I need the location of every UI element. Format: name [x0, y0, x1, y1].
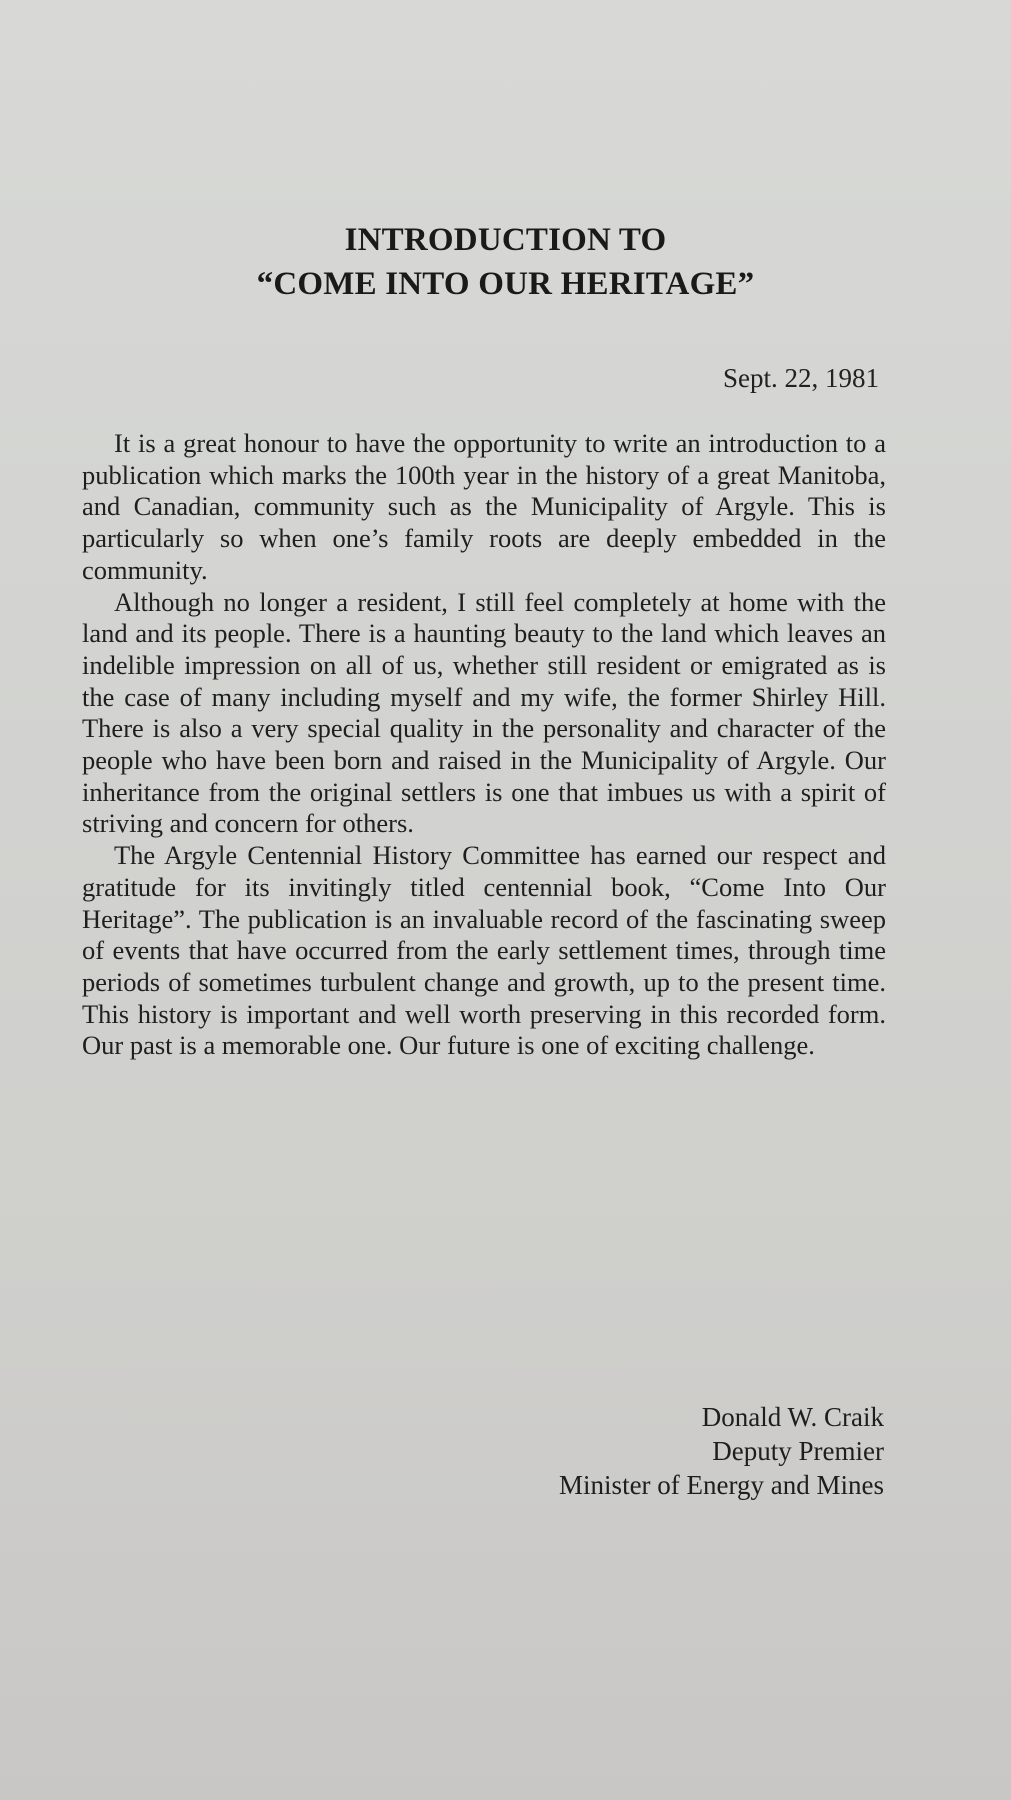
paragraph-2: Although no longer a resident, I still feel completely at home with the land and its people. There is a haunting beauty to the land which leaves an indelible impression on all of us, whether still resident or emigrated as is the case of many including myself and my wife, the former Shirley Hill. There is also a very special quality in the personality and character of the people who have been born and raised in the Municipality of Argyle. Our inheritance from the original settlers is one that imbues us with a spirit of striving and concern for others.	[82, 586, 886, 839]
title-line-2: “COME INTO OUR HERITAGE”	[256, 266, 755, 302]
signature-block	[559, 1400, 884, 1502]
signature-title-2: Minister of Energy and Mines	[559, 1470, 884, 1500]
letter-body	[82, 428, 886, 1062]
page-title	[0, 218, 1011, 306]
signature-title-1: Deputy Premier	[712, 1436, 884, 1466]
letter-date: Sept. 22, 1981	[722, 363, 879, 393]
title-line-1: INTRODUCTION TO	[344, 222, 667, 258]
paragraph-3: The Argyle Centennial History Committee has earned our respect and gratitude for its invitingly titled centennial book, “Come Into Our Heritage”. The publication is an invaluable record of the fascinating sweep of events that have occurred from the early settlement times, through time periods of sometimes turbulent change and growth, up to the present time. This history is important and well worth preserving in this recorded form. Our past is a memorable one. Our future is one of exciting challenge.	[82, 840, 886, 1061]
paragraph-1: It is a great honour to have the opportunity to write an introduction to a publication which marks the 100th year in the history of a great Manitoba, and Canadian, community such as the Municipality of Argyle. This is particularly so when one’s family roots are deeply embedded in the community.	[82, 428, 886, 585]
signature-name: Donald W. Craik	[701, 1402, 884, 1432]
